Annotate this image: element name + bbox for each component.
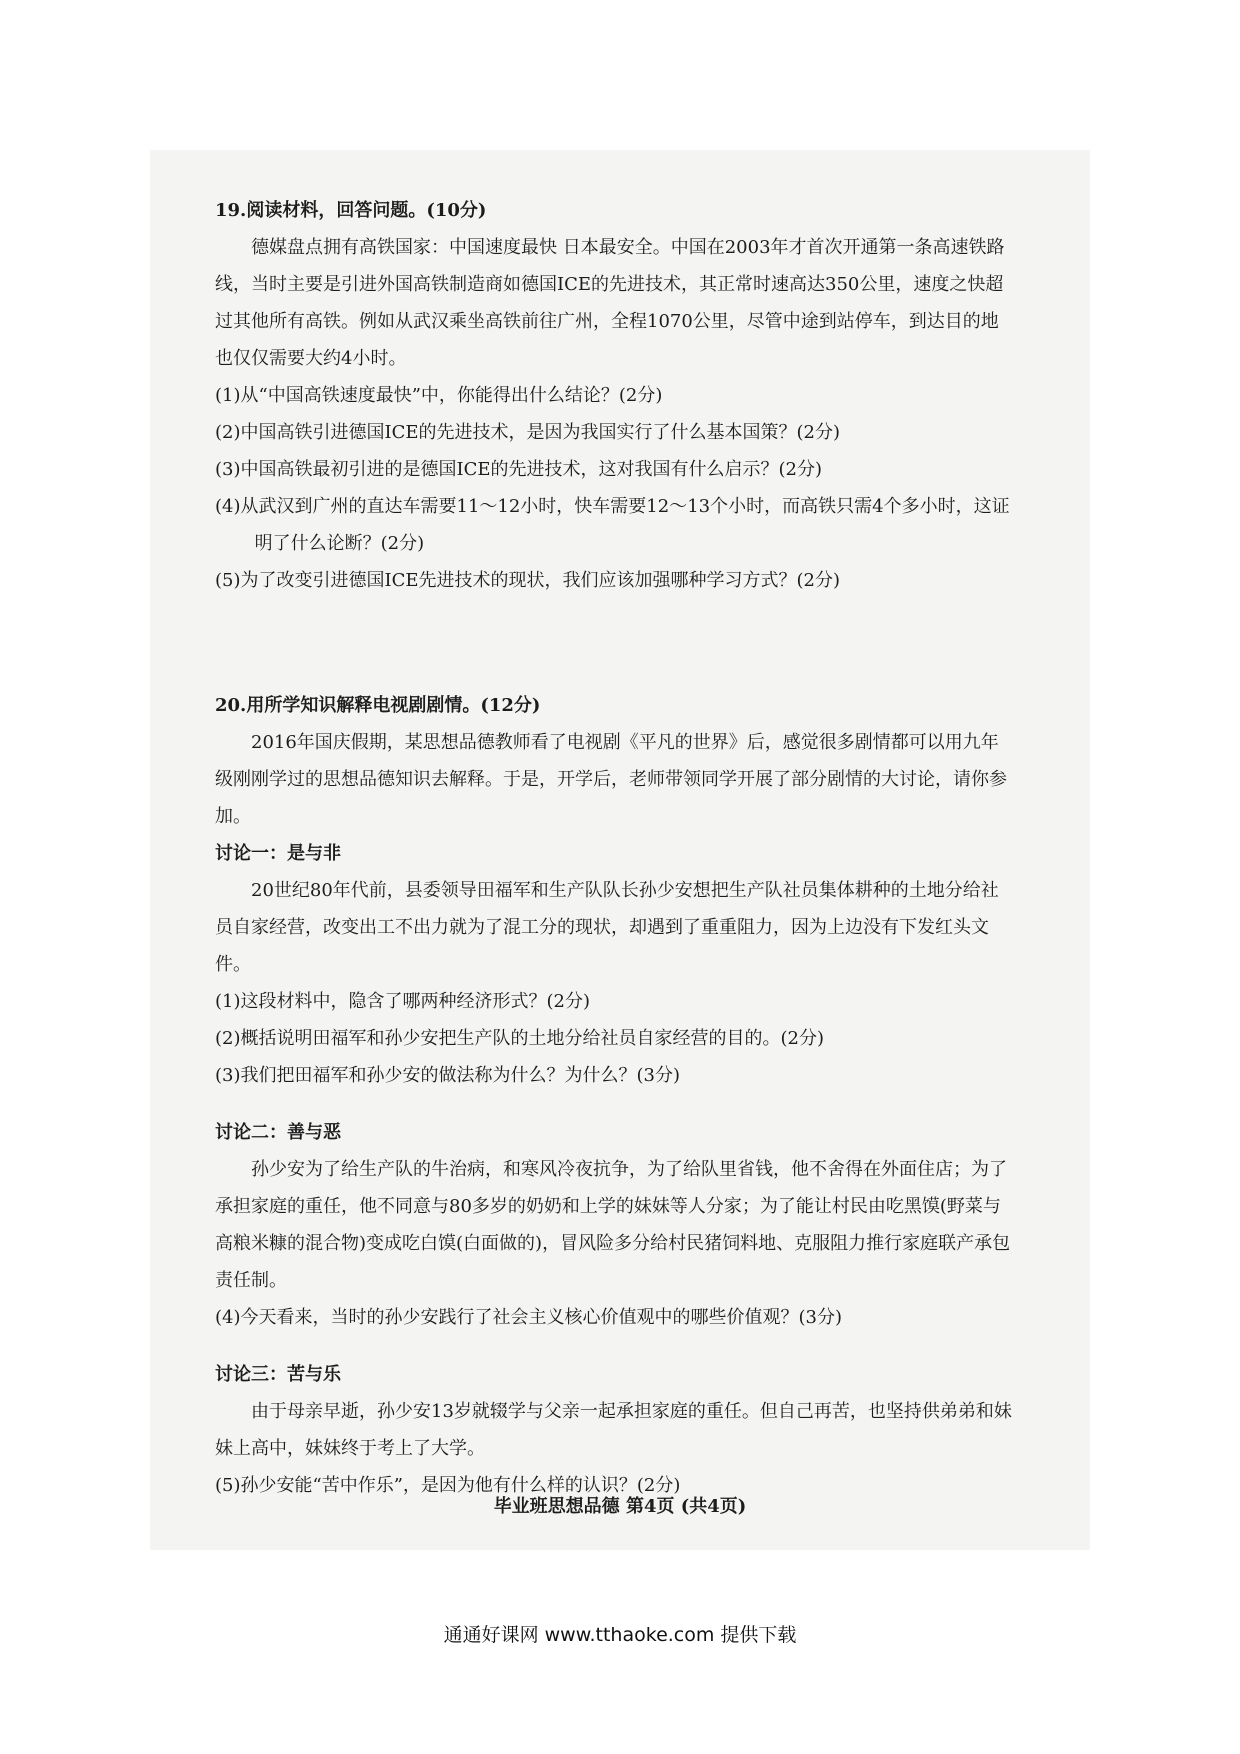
question-20-item-2: (2)概括说明田福军和孙少安把生产队的土地分给社员自家经营的目的。(2分) (215, 1028, 824, 1049)
discussion-3-material: 由于母亲早逝，孙少安13岁就辍学与父亲一起承担家庭的重任。但自己再苦，也坚持供弟弟和妹妹上高中，妹妹终于考上了大学。 (215, 1401, 1012, 1459)
question-20-item-1: (1)这段材料中，隐含了哪两种经济形式？(2分) (215, 991, 590, 1012)
question-19-item-4: (4)从武汉到广州的直达车需要11～12小时，快车需要12～13个小时，而高铁只需4个多小时，这证明了什么论断？(2分) (215, 496, 1010, 554)
exam-page-content (215, 192, 1015, 1504)
question-20-item-3: (3)我们把田福军和孙少安的做法称为什么？为什么？(3分) (215, 1065, 680, 1086)
discussion-1-heading: 讨论一：是与非 (215, 843, 341, 864)
question-19 (215, 192, 1015, 599)
question-20-intro: 2016年国庆假期，某思想品德教师看了电视剧《平凡的世界》后，感觉很多剧情都可以用九年级刚刚学过的思想品德知识去解释。于是，开学后，老师带领同学开展了部分剧情的大讨论，请你参加。 (215, 732, 1007, 827)
question-19-material: 德媒盘点拥有高铁国家：中国速度最快 日本最安全。中国在2003年才首次开通第一条高速铁路线，当时主要是引进外国高铁制造商如德国ICE的先进技术，其正常时速高达350公里，速度之快超过其他所有高铁。例如从武汉乘坐高铁前往广州，全程1070公里，尽管中途到站停车，到达目的地也仅仅需要大约4小时。 (215, 237, 1005, 369)
page-footer: 毕业班思想品德 第4页 (共4页) (493, 1496, 747, 1517)
question-20-item-5: (5)孙少安能“苦中作乐”，是因为他有什么样的认识？(2分) (215, 1475, 681, 1496)
discussion-3-heading: 讨论三：苦与乐 (215, 1364, 341, 1385)
spacer (215, 1336, 1015, 1356)
question-19-item-5: (5)为了改变引进德国ICE先进技术的现状，我们应该加强哪种学习方式？(2分) (215, 570, 841, 591)
question-19-item-2: (2)中国高铁引进德国ICE的先进技术，是因为我国实行了什么基本国策？(2分) (215, 422, 841, 443)
spacer (215, 1094, 1015, 1114)
question-20-title: 20.用所学知识解释电视剧剧情。(12分) (215, 695, 541, 716)
discussion-1-material: 20世纪80年代前，县委领导田福军和生产队队长孙少安想把生产队社员集体耕种的土地分给社员自家经营，改变出工不出力就为了混工分的现状，却遇到了重重阻力，因为上边没有下发红头文件。 (215, 880, 999, 975)
question-20 (215, 687, 1015, 1504)
discussion-2-heading: 讨论二：善与恶 (215, 1122, 341, 1143)
discussion-2-material: 孙少安为了给生产队的牛治病，和寒风冷夜抗争，为了给队里省钱，他不舍得在外面住店；为了承担家庭的重任，他不同意与80多岁的奶奶和上学的妹妹等人分家；为了能让村民由吃黑馍(野菜与高粮米糠的混合物)变成吃白馍(白面做的)，冒风险多分给村民猪饲料地、克服阻力推行家庭联产承包责任制。 (215, 1159, 1011, 1291)
download-note: 通通好课网 www.tthaoke.com 提供下载 (443, 1624, 797, 1646)
spacer (215, 599, 1015, 687)
question-19-title: 19.阅读材料，回答问题。(10分) (215, 200, 487, 221)
question-19-item-3: (3)中国高铁最初引进的是德国ICE的先进技术，这对我国有什么启示？(2分) (215, 459, 823, 480)
question-20-item-4: (4)今天看来，当时的孙少安践行了社会主义核心价值观中的哪些价值观？(3分) (215, 1307, 842, 1328)
question-19-item-1: (1)从“中国高铁速度最快”中，你能得出什么结论？(2分) (215, 385, 663, 406)
